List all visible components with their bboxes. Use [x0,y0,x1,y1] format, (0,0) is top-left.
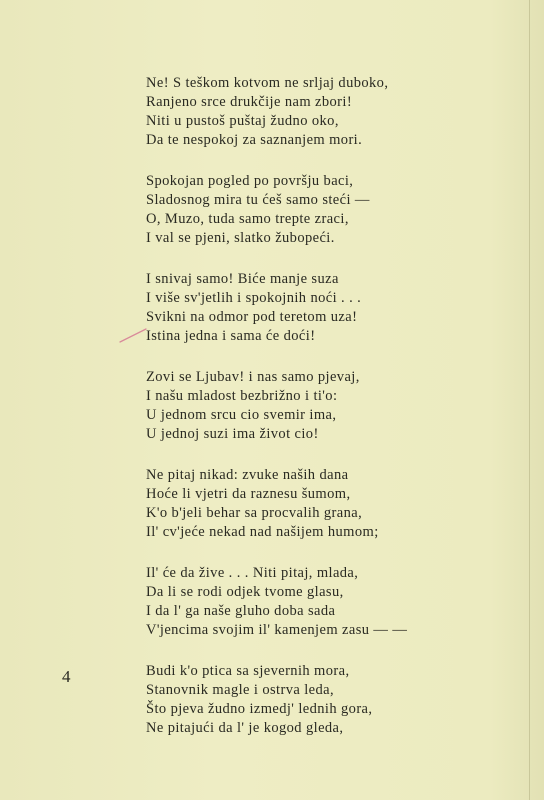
stanza-4 [146,368,446,444]
verse-line: Da te nespokoj za saznanjem mori. [146,132,363,148]
verse-line: I našu mladost bezbrižno i ti'o: [146,388,338,404]
verse-line: Istina jedna i sama će doći! [146,328,316,344]
verse-line: Spokojan pogled po površju baci, [146,173,354,189]
verse-line: V'jencima svojim il' kamenjem zasu — — [146,622,408,638]
page-number: 4 [62,667,71,686]
verse-line: Niti u pustoš puštaj žudno oko, [146,113,339,129]
verse-line: Ne! S teškom kotvom ne srljaj duboko, [146,75,389,91]
verse-line: Zovi se Ljubav! i nas samo pjevaj, [146,369,360,385]
verse-line: U jednom srcu cio svemir ima, [146,407,337,423]
verse-line: I val se pjeni, slatko žubореći. [146,230,335,246]
stanza-2 [146,172,446,248]
verse-line: Il' cv'jeće nekad nad našijem humom; [146,524,379,540]
verse-line: Ranjeno srce drukčije nam zbori! [146,94,353,110]
poem [146,74,446,760]
stanza-3 [146,270,446,346]
verse-line: Da li se rodi odjek tvome glasu, [146,584,344,600]
stanza-1 [146,74,446,150]
verse-line: Hoće li vjetri da raznesu šumom, [146,486,351,502]
verse-line: I više sv'jetlih i spokojnih noći . . . [146,290,362,306]
verse-line: Budi k'o ptica sa sjevernih mora, [146,663,350,679]
verse-line: Stanovnik magle i ostrva leda, [146,682,334,698]
verse-line: Sladosnog mira tu ćeš samo steći — [146,192,370,208]
verse-line: I snivaj samo! Biće manje suza [146,271,339,287]
pencil-mark-icon [118,326,148,344]
stanza-7 [146,662,446,738]
verse-line: Ne pitaj nikad: zvuke naših dana [146,467,349,483]
verse-line: O, Muzo, tuda samo trepte zraci, [146,211,349,227]
stanza-5 [146,466,446,542]
verse-line: Svikni na odmor pod teretom uza! [146,309,358,325]
verse-line: Što pjeva žudno izmedj' lednih gora, [146,701,373,717]
verse-line: I da l' ga naše gluho doba sada [146,603,336,619]
page-edge-line [529,0,530,800]
verse-line: Il' će da žive . . . Niti pitaj, mlada, [146,565,359,581]
verse-line: Ne pitajući da l' je kogod gleda, [146,720,344,736]
verse-line: U jednoj suzi ima život cio! [146,426,319,442]
verse-line: K'o b'jeli behar sa procvalih grana, [146,505,363,521]
stanza-6 [146,564,446,640]
